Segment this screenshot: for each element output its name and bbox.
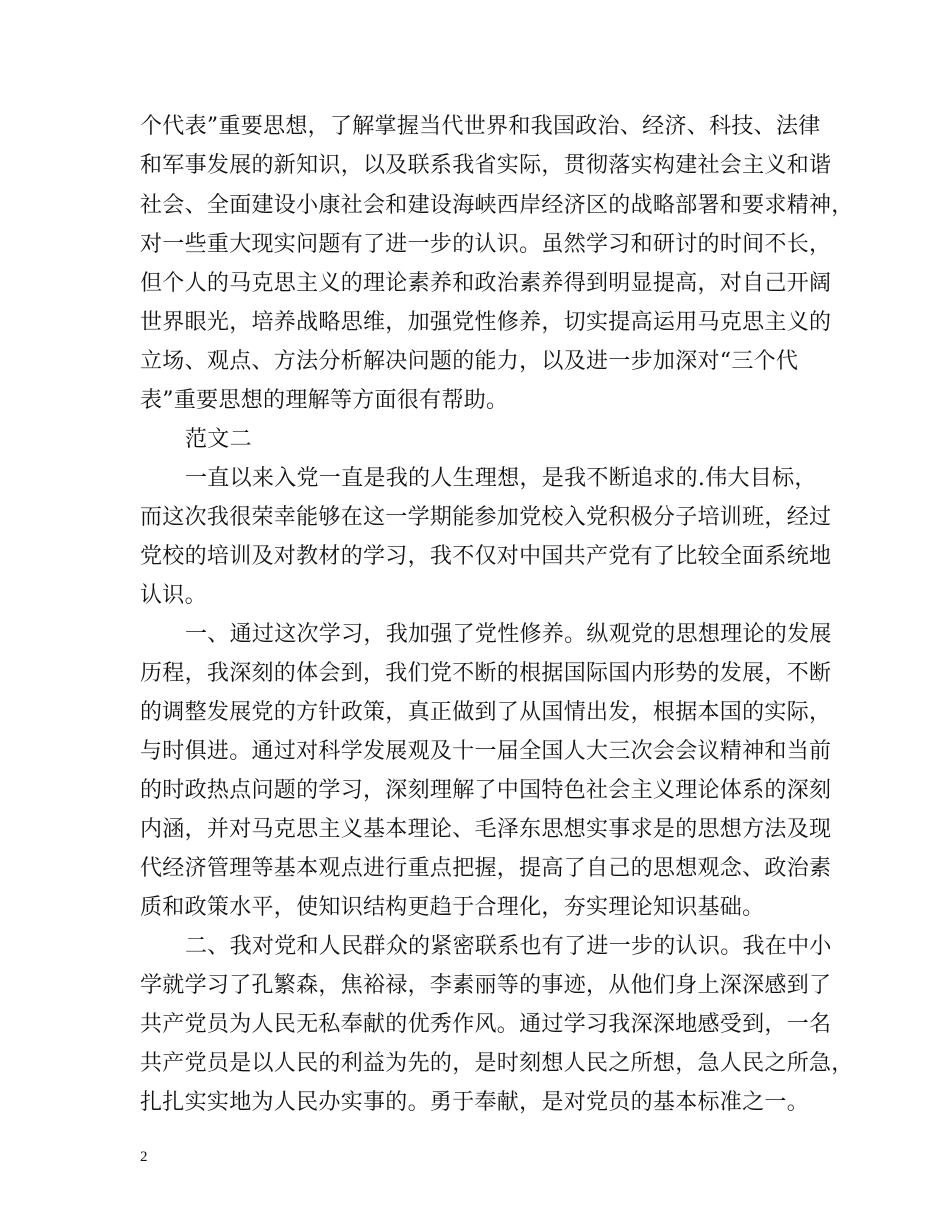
text-line: 扎扎实实地为人民办实事的。勇于奉献，是对党员的基本标准之一。 xyxy=(140,1090,810,1115)
text-line: 社会、全面建设小康社会和建设海峡西岸经济区的战略部署和要求精神， xyxy=(140,193,854,218)
text-line: 共产党员是以人民的利益为先的，是时刻想人民之所想，急人民之所急， xyxy=(140,1051,854,1076)
text-line: 学就学习了孔繁森，焦裕禄，李素丽等的事迹，从他们身上深深感到了 xyxy=(140,973,832,998)
text-line: 代经济管理等基本观点进行重点把握，提高了自己的思想观念、政治素 xyxy=(140,856,832,881)
text-line: 与时俱进。通过对科学发展观及十一届全国人大三次会会议精神和当前 xyxy=(140,739,832,764)
text-line: 质和政策水平，使知识结构更趋于合理化，夯实理论知识基础。 xyxy=(140,895,765,920)
text-line: 的调整发展党的方针政策，真正做到了从国情出发，根据本国的实际， xyxy=(140,700,832,725)
text-line: 对一些重大现实问题有了进一步的认识。虽然学习和研讨的时间不长， xyxy=(140,232,832,257)
text-line: 表”重要思想的理解等方面很有帮助。 xyxy=(140,388,509,413)
text-line: 二、我对党和人民群众的紧密联系也有了进一步的认识。我在中小 xyxy=(185,934,832,959)
text-line: 历程，我深刻的体会到，我们党不断的根据国际国内形势的发展，不断 xyxy=(140,661,832,686)
text-line: 的时政热点问题的学习，深刻理解了中国特色社会主义理论体系的深刻 xyxy=(140,778,832,803)
text-line: 内涵，并对马克思主义基本理论、毛泽东思想实事求是的思想方法及现 xyxy=(140,817,832,842)
text-line: 一、通过这次学习，我加强了党性修养。纵观党的思想理论的发展 xyxy=(185,622,832,647)
text-line: 世界眼光，培养战略思维，加强党性修养，切实提高运用马克思主义的 xyxy=(140,310,832,335)
section-heading: 范文二 xyxy=(185,427,252,452)
text-line: 而这次我很荣幸能够在这一学期能参加党校入党积极分子培训班，经过 xyxy=(140,505,832,530)
text-line: 共产党员为人民无私奉献的优秀作风。通过学习我深深地感受到，一名 xyxy=(140,1012,832,1037)
text-line: 党校的培训及对教材的学习，我不仅对中国共产党有了比较全面系统地 xyxy=(140,544,832,569)
text-line: 一直以来入党一直是我的人生理想，是我不断追求的.伟大目标， xyxy=(185,466,817,491)
text-line: 个代表”重要思想，了解掌握当代世界和我国政治、经济、科技、法律 xyxy=(140,114,821,139)
text-line: 和军事发展的新知识，以及联系我省实际，贯彻落实构建社会主义和谐 xyxy=(140,153,832,178)
page-number: 2 xyxy=(140,1149,148,1165)
text-line: 但个人的马克思主义的理论素养和政治素养得到明显提高，对自己开阔 xyxy=(140,271,832,296)
text-line: 立场、观点、方法分析解决问题的能力，以及进一步加深对“三个代 xyxy=(140,349,799,374)
text-line: 认识。 xyxy=(140,583,207,608)
